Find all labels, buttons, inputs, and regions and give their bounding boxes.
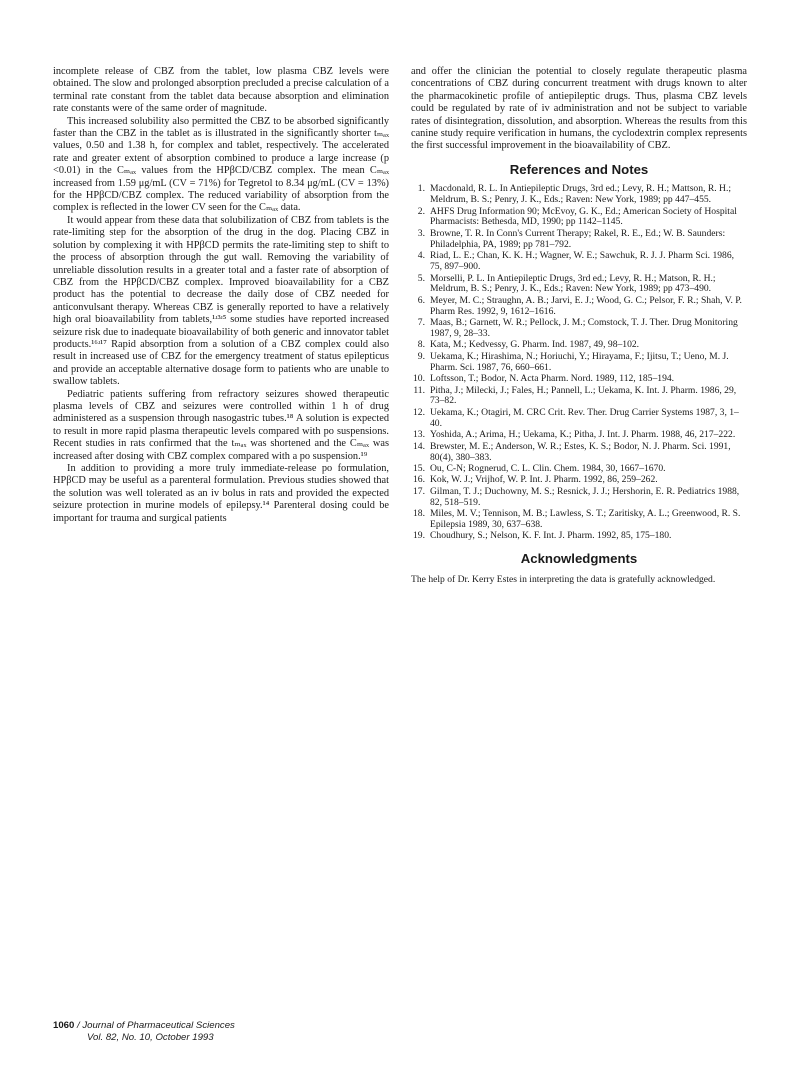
reference-item: 11. Pitha, J.; Milecki, J.; Fales, H.; Pannell, L.; Uekama, K. Int. J. Pharm. 1986, 29, 73–82.: [413, 384, 737, 407]
reference-item: 17. Gilman, T. J.; Duchowny, M. S.; Resnick, J. J.; Hershorin, E. R. Pediatrics 1988, 82, 518–519.: [413, 485, 740, 508]
reference-item: 6. Meyer, M. C.; Straughn, A. B.; Jarvi, E. J.; Wood, G. C.; Pelsor, F. R.; Shah, V. P. Pharm Res. 1992, 9, 1612–1616.: [417, 294, 742, 317]
reference-item: 13. Yoshida, A.; Arima, H.; Uekama, K.; Pitha, J. Int. J. Pharm. 1988, 46, 217–222.: [413, 429, 736, 441]
reference-item: 9. Uekama, K.; Hirashima, N.; Horiuchi, Y.; Hirayama, F.; Ijitsu, T.; Ueno, M. J. Pharm. Sci. 1987, 76, 660–661.: [417, 350, 729, 373]
left-column: [53, 66, 389, 525]
reference-item: 12. Uekama, K.; Otagiri, M. CRC Crit. Rev. Ther. Drug Carrier Systems 1987, 3, 1–40.: [413, 406, 739, 429]
footer-line: [53, 1020, 235, 1032]
reference-item: 5. Morselli, P. L. In Antiepileptic Drugs, 3rd ed.; Levy, R. H.; Matson, R. H.; Meldrum, B. S.; Penry, J. K., Eds.; Raven: New York, 1989; pp 473–490.: [417, 272, 716, 295]
acknowledgments-heading: Acknowledgments: [520, 551, 638, 567]
body-paragraph: and offer the clinician the potential to closely regulate therapeutic plasma concentrations of CBZ during concurrent treatment with drugs known to alter the pharmacokinetic profile of antiepileptic drugs. Thus, plasma CBZ levels could be regulated by rate of iv administration and not be subject to variable rates of disintegration, dissolution, and absorption. Whereas the results from this canine study require verification in humans, the cyclodextrin complex represents the first successful improvement in the bioavailability of CBZ.: [411, 66, 747, 152]
body-paragraph: It would appear from these data that solubilization of CBZ from tablets is the rate-limiting step for the absorption of the drug in the dog. Placing CBZ in solution by complexing it with HPβCD permits the rate-limiting step to shift to the process of absorption through the gut wall. Removing the variability of unreliable dissolution results in a greater total and a faster rate of absorption of CBZ from the HPβCD/CBZ complex. Improved bioavailability for a CBZ product has the potential to decrease the daily dose of CBZ needed for anticonvulsant therapy. Whereas CBZ is generally reported to have a relatively high oral bioavailability from tablets,¹ʴ³ʴ⁵ some studies have reported increased seizure risk due to inadequate bioavailability of both generic and innovator tablet products.¹⁶ʴ¹⁷ Rapid absorption from a solution of a CBZ complex could also result in increased use of CBZ for the emergency treatment of status epilepticus and provide an acceptable alternative dosage form to patients who are unable to swallow tablets.: [53, 214, 389, 388]
references-list: [411, 184, 747, 542]
body-paragraph: This increased solubility also permitted the CBZ to be absorbed significantly faster than the CBZ in the tablet as is illustrated in the significantly shorter tₘₐₓ values, 0.50 and 1.38 h, for complex and tablet, respectively. The accelerated rate and greater extent of absorption combined to produce a large increase (p <0.01) in the Cₘₐₓ values from the HPβCD/CBZ complex. The mean Cₘₐₓ increased from 1.59 μg/mL (CV = 71%) for Tegretol to 8.34 μg/mL (CV = 13%) for the HPβCD/CBZ complex. The reduced variability of absorption from the complex is reflected in the lower CV seen for the Cₘₐₓ data.: [53, 115, 389, 214]
body-paragraph: Pediatric patients suffering from refractory seizures showed therapeutic plasma levels of CBZ and seizures were controlled within 1 h of drug administered as a suspension through nasogastric tubes.¹⁸ A solution is expected to result in more rapid plasma therapeutic levels compared with po suspensions. Recent studies in rats confirmed that the tₘₐₓ was shortened and the Cₘₐₓ was increased after dosing with CBZ complex compared with a po suspension.¹⁹: [53, 388, 389, 462]
reference-item: 7. Maas, B.; Garnett, W. R.; Pellock, J. M.; Comstock, T. J. Ther. Drug Monitoring 1987, 9, 28–33.: [417, 317, 738, 340]
reference-item: 2. AHFS Drug Information 90; McEvoy, G. K., Ed.; American Society of Hospital Pharmacists: Bethesda, MD, 1990; pp 1142–1145.: [417, 205, 737, 228]
reference-item: 8. Kata, M.; Kedvessy, G. Pharm. Ind. 1987, 49, 98–102.: [417, 339, 640, 351]
reference-item: 4. Riad, L. E.; Chan, K. K. H.; Wagner, W. E.; Sawchuk, R. J. J. Pharm Sci. 1986, 75, 897–900.: [417, 250, 735, 273]
body-paragraph: In addition to providing a more truly immediate-release po formulation, HPβCD may be useful as a parenteral formulation. Previous studies showed that the solution was well tolerated as an iv bolus in rats and provided the expected seizure protection in murine models of epilepsy.¹⁴ Parenteral dosing could be important for trauma and surgical patients: [53, 463, 389, 524]
reference-item: 1. Macdonald, R. L. In Antiepileptic Drugs, 3rd ed.; Levy, R. H.; Mattson, R. H.; Meldrum, B. S.; Penry, J. K., Eds.; Raven: New York, 1989; pp 447–455.: [417, 183, 732, 206]
reference-item: 15. Ou, C-N; Rognerud, C. L. Clin. Chem. 1984, 30, 1667–1670.: [413, 462, 666, 474]
reference-item: 14. Brewster, M. E.; Anderson, W. R.; Estes, K. S.; Bodor, N. J. Pharm. Sci. 1991, 80(4), 380–383.: [413, 440, 731, 463]
page-footer: [53, 1020, 235, 1044]
volume-info: Vol. 82, No. 10, October 1993: [87, 1032, 214, 1043]
reference-item: 18. Miles, M. V.; Tennison, M. B.; Lawless, S. T.; Zaritisky, A. L.; Greenwood, R. S. Epilepsia 1989, 30, 637–638.: [413, 508, 741, 530]
page-number: 1060: [53, 1020, 75, 1031]
body-paragraph: incomplete release of CBZ from the tablet, low plasma CBZ levels were obtained. The slow and prolonged absorption precluded a precise calculation of a terminal rate constant from the tablet data because absorption and elimination rate constants were of the same order of magnitude.: [53, 66, 389, 115]
reference-item: 19. Choudhury, S.; Nelson, K. F. Int. J. Pharm. 1992, 85, 175–180.: [413, 530, 672, 542]
reference-item: 16. Kok, W. J.; Vrijhof, W. P. Int. J. Pharm. 1992, 86, 259–262.: [413, 474, 658, 486]
references-heading: References and Notes: [509, 161, 649, 177]
reference-item: 3. Browne, T. R. In Conn's Current Therapy; Rakel, R. E., Ed.; W. B. Saunders: Philadelphia, PA, 1989; pp 781–792.: [417, 227, 726, 250]
journal-name: / Journal of Pharmaceutical Sciences: [74, 1020, 235, 1031]
acknowledgments-text: The help of Dr. Kerry Estes in interpreting the data is gratefully acknowledged.: [411, 573, 716, 585]
right-column: [411, 66, 747, 585]
reference-item: 10. Loftsson, T.; Bodor, N. Acta Pharm. Nord. 1989, 112, 185–194.: [413, 373, 675, 385]
